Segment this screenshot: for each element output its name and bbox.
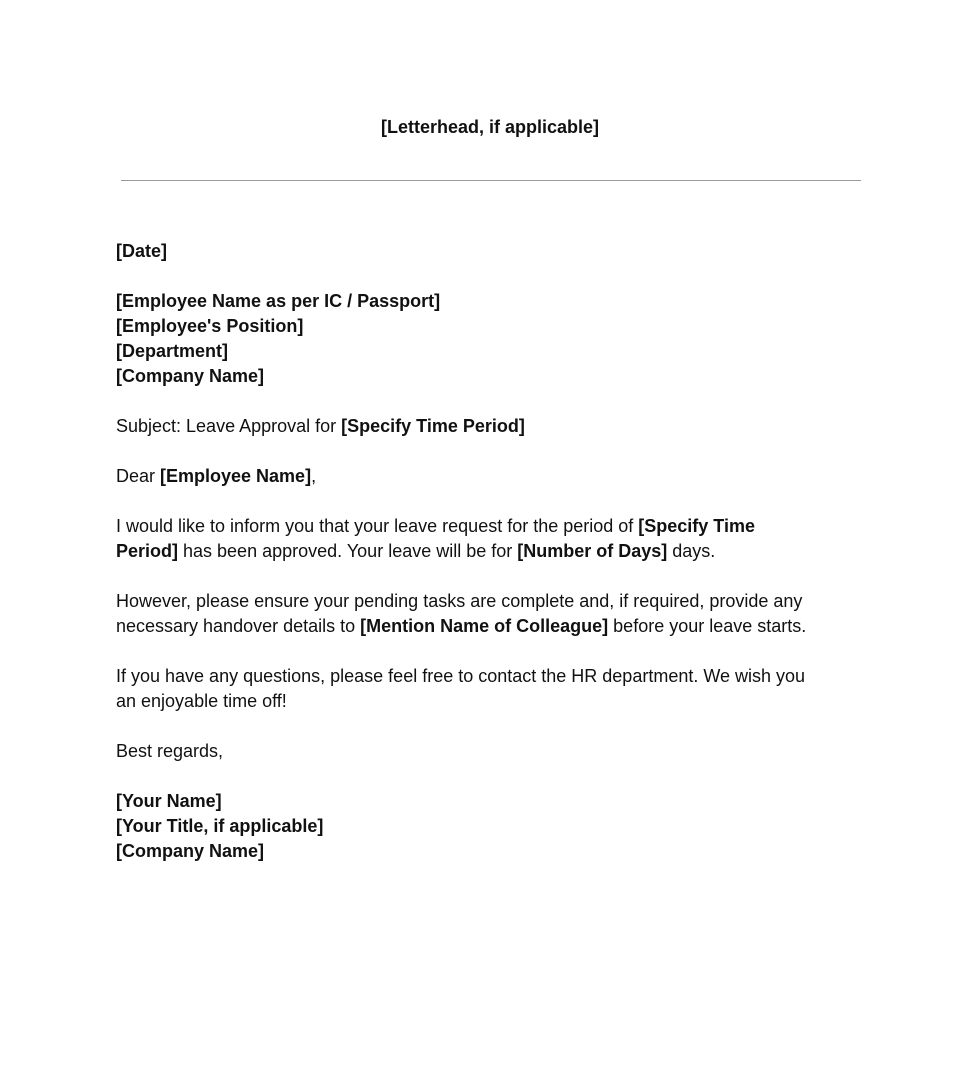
questions-paragraph (116, 664, 876, 714)
signature-company: [Company Name] (116, 841, 265, 861)
signature-title: [Your Title, if applicable] (116, 816, 324, 836)
subject-prefix: Subject: Leave Approval for (116, 416, 342, 436)
greeting-suffix: , (311, 466, 317, 486)
questions-line-2: an enjoyable time off! (116, 691, 287, 711)
handover-text-2: before your leave starts. (608, 616, 807, 636)
recipient-company: [Company Name] (116, 366, 265, 386)
handover-line-2 (116, 614, 876, 639)
header-divider (121, 180, 861, 181)
approval-period-part-2: Period] (116, 541, 179, 561)
recipient-department: [Department] (116, 341, 229, 361)
recipient-position: [Employee's Position] (116, 316, 304, 336)
approval-paragraph-line-2 (116, 539, 876, 564)
subject-period: [Specify Time Period] (341, 416, 525, 436)
greeting-line (116, 464, 876, 489)
approval-days: [Number of Days] (517, 541, 668, 561)
approval-text-1: I would like to inform you that your leave request for the period of (116, 516, 639, 536)
handover-text-1: necessary handover details to (116, 616, 361, 636)
handover-paragraph (116, 589, 876, 639)
approval-paragraph-line-1 (116, 514, 876, 539)
recipient-block (116, 289, 876, 389)
letter-date: [Date] (116, 241, 168, 261)
approval-text-3: days. (667, 541, 716, 561)
approval-text-2: has been approved. Your leave will be for (178, 541, 518, 561)
letter-body (116, 239, 876, 889)
greeting-prefix: Dear (116, 466, 161, 486)
approval-paragraph (116, 514, 876, 564)
approval-period-part-1: [Specify Time (638, 516, 755, 536)
date-block (116, 239, 876, 264)
signature-block (116, 789, 876, 864)
greeting-name: [Employee Name] (160, 466, 312, 486)
signature-name: [Your Name] (116, 791, 222, 811)
subject-line (116, 414, 876, 439)
recipient-name: [Employee Name as per IC / Passport] (116, 291, 441, 311)
closing-line: Best regards, (116, 741, 224, 761)
questions-line-1: If you have any questions, please feel free to contact the HR department. We wish you (116, 666, 806, 686)
handover-line-1: However, please ensure your pending tasks are complete and, if required, provide any (116, 591, 803, 611)
letterhead: [Letterhead, if applicable] (380, 117, 600, 137)
handover-colleague: [Mention Name of Colleague] (360, 616, 609, 636)
